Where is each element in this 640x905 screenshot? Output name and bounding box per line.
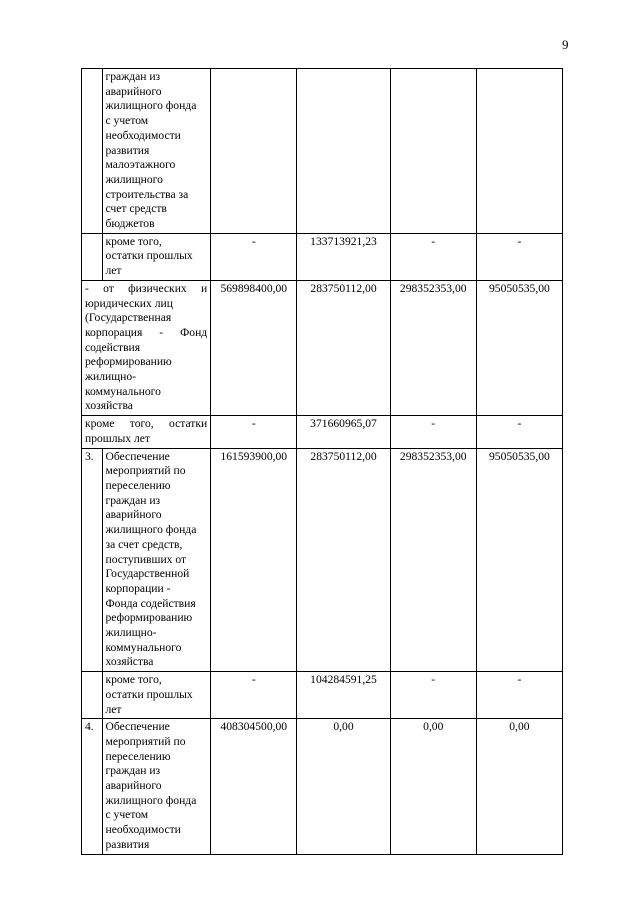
row-label-cell: граждан из аварийного жилищного фонда с учетом необходимости развития малоэтажного жилищного строительства за счет средств бюджетов	[102, 69, 211, 234]
value-cell-3: 298352353,00	[390, 280, 476, 415]
value-cell-2	[297, 69, 390, 234]
value-cell-1	[211, 69, 297, 234]
row-label-cell	[82, 280, 211, 415]
row-label-cell	[82, 416, 211, 448]
value-cell-1: -	[211, 416, 297, 448]
value-cell-4	[476, 69, 562, 234]
table-row	[82, 69, 563, 234]
label-line: прошлых лет	[85, 431, 150, 445]
value-cell-2: 133713921,23	[297, 233, 390, 280]
value-cell-2: 283750112,00	[297, 280, 390, 415]
label-line: кроме того, остатки	[85, 417, 208, 431]
value-cell-1: 569898400,00	[211, 280, 297, 415]
table-row	[82, 672, 563, 719]
page-number: 9	[562, 37, 569, 52]
value-cell-4: -	[476, 672, 562, 719]
funding-table	[81, 68, 563, 855]
row-number-cell: 3.	[82, 448, 103, 672]
value-cell-4: 95050535,00	[476, 280, 562, 415]
row-label-cell: Обеспечение мероприятий по переселению граждан из аварийного жилищного фонда с учетом необходимости развития	[102, 719, 211, 854]
value-cell-4: 0,00	[476, 719, 562, 854]
value-cell-3	[390, 69, 476, 234]
value-cell-1: 408304500,00	[211, 719, 297, 854]
value-cell-3: -	[390, 416, 476, 448]
label-line: хозяйства	[85, 399, 133, 413]
label-line: жилищно-	[85, 370, 136, 384]
label-line: юридических лиц	[85, 296, 173, 310]
table-row	[82, 416, 563, 448]
value-cell-3: 298352353,00	[390, 448, 476, 672]
value-cell-4: -	[476, 416, 562, 448]
row-number-cell	[82, 233, 103, 280]
value-cell-4: 95050535,00	[476, 448, 562, 672]
value-cell-2: 104284591,25	[297, 672, 390, 719]
row-label-cell: кроме того, остатки прошлых лет	[102, 672, 211, 719]
table-row	[82, 448, 563, 672]
label-line: (Государственная	[85, 311, 172, 325]
value-cell-3: 0,00	[390, 719, 476, 854]
value-cell-1: -	[211, 672, 297, 719]
row-label-cell: Обеспечение мероприятий по переселению граждан из аварийного жилищного фонда за счет средств, поступивших от Государственной корпорации - Фонда содействия реформированию жилищно- коммунального хозяйства	[102, 448, 211, 672]
value-cell-2: 0,00	[297, 719, 390, 854]
label-line: реформированию	[85, 355, 172, 369]
table-row	[82, 280, 563, 415]
value-cell-3: -	[390, 672, 476, 719]
table-row	[82, 719, 563, 854]
label-line: корпорация - Фонд	[85, 325, 208, 339]
value-cell-2: 371660965,07	[297, 416, 390, 448]
row-number-cell	[82, 672, 103, 719]
table-row	[82, 233, 563, 280]
value-cell-2: 283750112,00	[297, 448, 390, 672]
row-number-cell	[82, 69, 103, 234]
label-line: - от физических и	[85, 281, 208, 295]
value-cell-1: -	[211, 233, 297, 280]
value-cell-4: -	[476, 233, 562, 280]
row-label-cell: кроме того, остатки прошлых лет	[102, 233, 211, 280]
row-number-cell: 4.	[82, 719, 103, 854]
value-cell-3: -	[390, 233, 476, 280]
value-cell-1: 161593900,00	[211, 448, 297, 672]
label-line: коммунального	[85, 384, 161, 398]
label-line: содействия	[85, 340, 141, 354]
